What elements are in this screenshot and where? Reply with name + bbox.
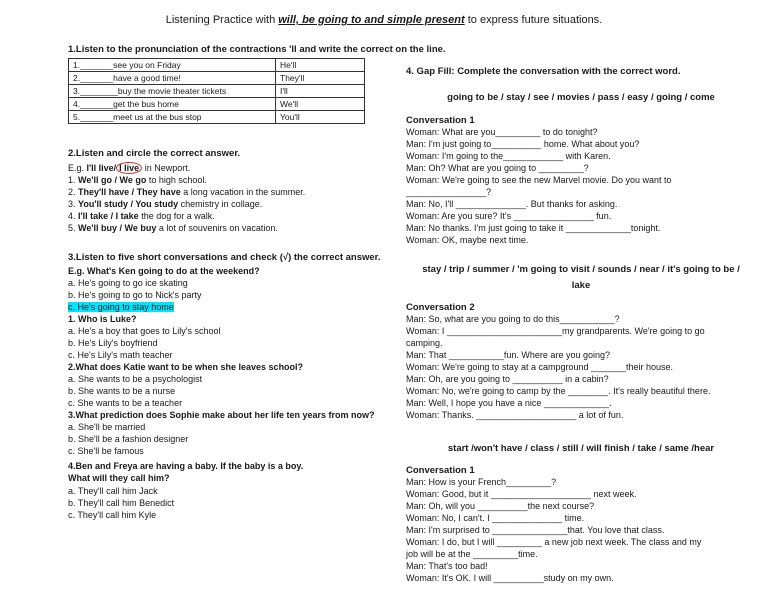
conversation-title: Conversation 1 <box>406 465 475 476</box>
ex4-heading: 4. Gap Fill: Complete the conversation with the correct word. <box>406 66 681 77</box>
conversation-1: Woman: What are you_________ to do tonight? Man: I'm just going to__________ home. What about you? Woman: I'm going to the____________ with Karen. Man: Oh? What are you going to _________? Woman: We're going to see the new Marvel movie. Do you want to ________________? Man: No, I'll ______________. But thanks for asking. Woman: Are you sure? It's ________________ fun. Man: No thanks. I'm just going to take it _____________tonight. Woman: OK, maybe next time. <box>406 127 672 245</box>
option[interactable]: b. He's Lily's boyfriend <box>68 338 158 348</box>
list-item: 2. They'll have / They have a long vacation in the summer. <box>68 187 306 197</box>
ex3-heading: 3.Listen to five short conversations and check (√) the correct answer. <box>68 252 381 263</box>
circled-answer: I live <box>116 162 142 174</box>
conversation-2: Man: So, what are you going to do this___________? Woman: I _______________________my grandparents. We're going to go camping. Man: That ___________fun. Where are you going? Woman: We're going to stay at a campground _______their house. Man: Oh, are you going to __________ in a cabin? Woman: No, we're going to camp by the ________. It's really beautiful there. Man: Well, I hope you have a nice _____________. Woman: Thanks. ____________________ a lot of fun. <box>406 314 711 420</box>
option[interactable]: a. He's going to go ice skating <box>68 278 188 288</box>
question: 2.What does Katie want to be when she leaves school? <box>68 362 304 372</box>
option[interactable]: c. He's Lily's math teacher <box>68 350 173 360</box>
question: 3.What prediction does Sophie make about her life ten years from now? <box>68 410 375 420</box>
table-row: 3.________buy the movie theater tickets I'll <box>69 85 365 98</box>
option[interactable]: c. She wants to be a teacher <box>68 398 183 408</box>
title-emphasis: will, be going to and simple present <box>278 14 465 26</box>
option-selected[interactable]: c. He's going to stay home <box>68 302 174 312</box>
option[interactable]: a. She'll be married <box>68 422 146 432</box>
ex1-table <box>68 58 365 124</box>
conversation-title: Conversation 2 <box>406 302 475 313</box>
option[interactable]: a. They'll call him Jack <box>68 486 158 496</box>
option[interactable]: b. She'll be a fashion designer <box>68 434 189 444</box>
worksheet-title: Listening Practice with will, be going to and simple present to express future situations. <box>165 14 603 26</box>
option[interactable]: b. They'll call him Benedict <box>68 498 175 508</box>
option[interactable]: c. They'll call him Kyle <box>68 510 157 520</box>
conversation-title: Conversation 1 <box>406 115 475 126</box>
question: 1. Who is Luke? <box>68 314 137 324</box>
option[interactable]: b. He's going to go to Nick's party <box>68 290 202 300</box>
word-bank-1: going to be / stay / see / movies / pass / easy / going / come <box>447 92 715 103</box>
list-item: 1. We'll go / We go to high school. <box>68 175 207 185</box>
word-bank-2: stay / trip / summer / 'm going to visit / sounds / near / it's going to be / <box>422 264 740 275</box>
table-row: 5._______meet us at the bus stop You'll <box>69 111 365 124</box>
ex1-heading: 1.Listen to the pronunciation of the contractions 'll and write the correct on the line. <box>68 44 446 55</box>
option[interactable]: a. He's a boy that goes to Lily's school <box>68 326 221 336</box>
option[interactable]: a. She wants to be a psychologist <box>68 374 203 384</box>
option[interactable]: b. She wants to be a nurse <box>68 386 176 396</box>
list-item: 4. I'll take / I take the dog for a walk. <box>68 211 215 221</box>
list-item: 3. You'll study / You study chemistry in collage. <box>68 199 263 209</box>
conversation-3: Man: How is your French_________? Woman: Good, but it ____________________ next week. Man: Oh, will you __________the next course? Woman: No, I can't. I ______________ time. Man: I'm surprised to _______________that. You love that class. Woman: I do, but I will _________ a new job next week. The class and my job will be at the _________time. Man: That's too bad! Woman: It's OK. I will __________study on my own. <box>406 477 702 583</box>
table-row: 4._______get the bus home We'll <box>69 98 365 111</box>
word-bank-2-cont: lake <box>571 280 591 291</box>
question: 4.Ben and Freya are having a baby. If the baby is a boy. <box>68 461 304 471</box>
ex2-example: E.g. I'll live/ I live in Newport. <box>68 163 191 173</box>
question: What will they call him? <box>68 473 170 483</box>
table-row: 2._______have a good time! They'll <box>69 72 365 85</box>
word-bank-3: start /won't have / class / still / will finish / take / same /hear <box>447 443 715 454</box>
ex2-heading: 2.Listen and circle the correct answer. <box>68 148 241 159</box>
question: E.g. What's Ken going to do at the weekend? <box>68 266 260 276</box>
list-item: 5. We'll buy / We buy a lot of souvenirs on vacation. <box>68 223 278 233</box>
table-row: 1._______see you on Friday He'll <box>69 59 365 72</box>
option[interactable]: c. She'll be famous <box>68 446 144 456</box>
